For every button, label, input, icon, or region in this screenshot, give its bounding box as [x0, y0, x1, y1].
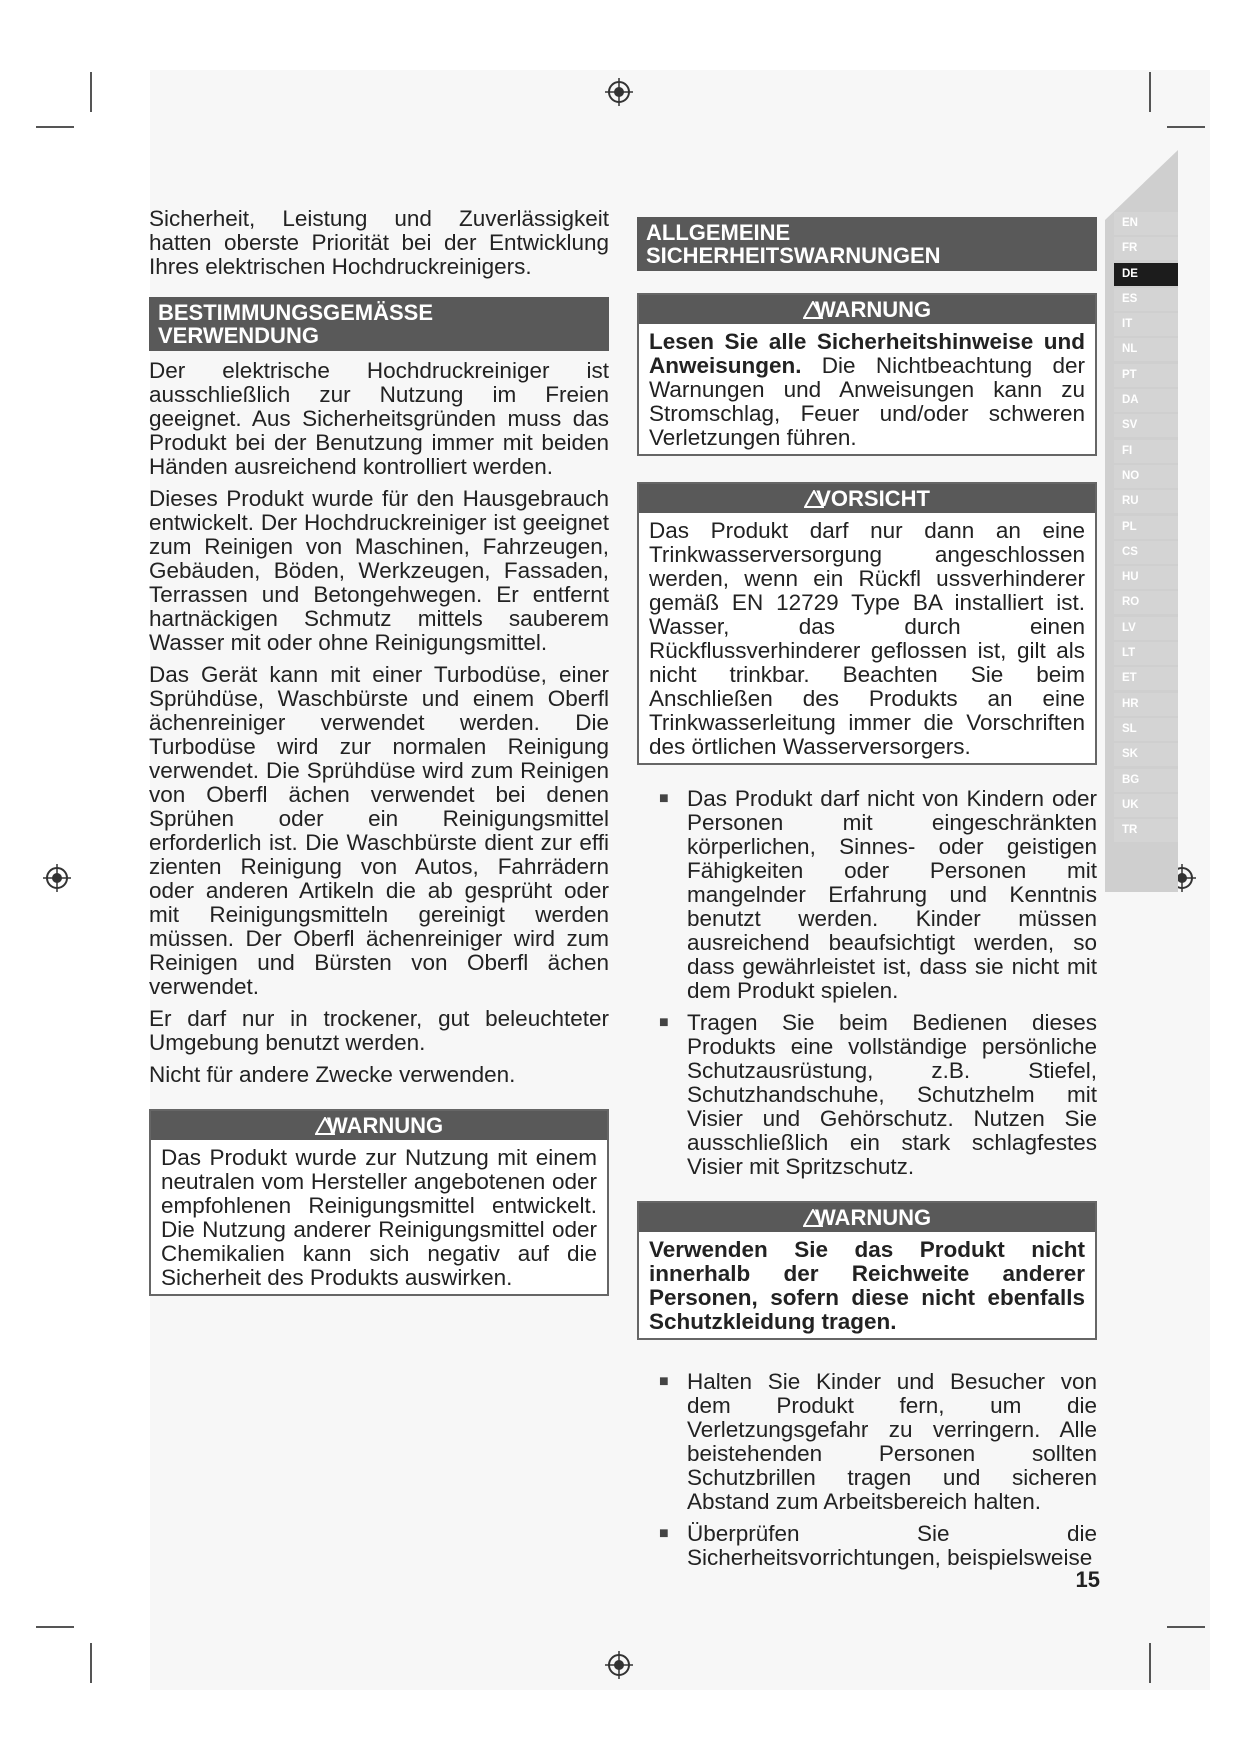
paragraph: Nicht für andere Zwecke verwenden.: [149, 1062, 516, 1087]
language-tab-ru[interactable]: RU: [1114, 490, 1178, 513]
warning-box: [149, 1109, 609, 1296]
crop-mark: [36, 126, 74, 128]
registration-mark-icon: [604, 77, 634, 107]
language-tab-ro[interactable]: RO: [1114, 591, 1178, 614]
language-tab-sv[interactable]: SV: [1114, 414, 1178, 437]
language-tab-pt[interactable]: PT: [1114, 364, 1178, 387]
warning-body: Verwenden Sie das Produkt nicht innerhalb der Reichweite anderer Personen, sofern diese nicht ebenfalls Schutzkleidung tragen.: [649, 1237, 1085, 1334]
caution-box: [637, 482, 1097, 765]
list-item: ■ Halten Sie Kinder und Besucher von dem Produkt fern, um die Verletzungsgefahr zu verringern. Alle beistehenden Personen sollten Schutzbrillen tragen und sicheren Abstand zum Arbeitsbereich halten.: [659, 1369, 1097, 1514]
language-tabs: [1114, 212, 1178, 844]
language-tab-lt[interactable]: LT: [1114, 642, 1178, 665]
warning-title: WARNUNG: [151, 1111, 607, 1140]
section-heading-general-safety: ALLGEMEINE SICHERHEITSWARNUNGEN: [637, 217, 1097, 271]
warning-bold-text: Lesen Sie alle Sicherheitshinweise und Anweisungen.: [649, 329, 1085, 378]
warning-title: WARNUNG: [639, 1203, 1095, 1232]
language-tab-sl[interactable]: SL: [1114, 718, 1178, 741]
paragraph: Dieses Produkt wurde für den Hausgebrauch entwickelt. Der Hochdruckreiniger ist geeignet zum Reinigen von Maschinen, Fahrzeugen, Gebäuden, Böden, Werkzeugen, Fassaden, Terrassen und Betongehwegen. Er entfernt hartnäckigen Schmutz mittels sauberem Wasser mit oder ohne Reinigungsmittel.: [149, 486, 609, 655]
language-tab-es[interactable]: ES: [1114, 288, 1178, 311]
crop-mark: [36, 1626, 74, 1628]
registration-mark-icon: [604, 1650, 634, 1680]
registration-mark-icon: [42, 863, 72, 893]
bullet-icon: ■: [659, 1014, 669, 1031]
crop-mark: [1167, 126, 1205, 128]
warning-title: WARNUNG: [639, 295, 1095, 324]
caution-title: VORSICHT: [639, 484, 1095, 513]
language-tab-et[interactable]: ET: [1114, 667, 1178, 690]
page-number: 15: [1075, 1567, 1100, 1592]
intro-paragraph: Sicherheit, Leistung und Zuverlässigkeit hatten oberste Priorität bei der Entwicklung Ihres elektrischen Hochdruckreinigers.: [149, 206, 609, 279]
bullet-icon: ■: [659, 790, 669, 807]
paragraph: Das Gerät kann mit einer Turbodüse, einer Sprühdüse, Waschbürste und einem Oberfl ächenreiniger verwendet werden. Die Turbodüse wird zur normalen Reinigung verwendet. Die Sprühdüse wird zum Reinigen von Oberfl ächen verwendet bei denen Sprühen oder ein Reinigungsmittel erforderlich ist. Die Waschbürste dient zur effi zienten Reinigung von Autos, Fahrrädern oder anderen Artikeln die ab gesprüht oder mit Reinigungsmitteln gereinigt werden müssen. Der Oberfl ächenreiniger wird zum Reinigen und Bürsten von Oberfl ächen verwendet.: [149, 662, 609, 999]
crop-mark: [90, 1643, 92, 1683]
language-tab-sk[interactable]: SK: [1114, 743, 1178, 766]
language-tab-no[interactable]: NO: [1114, 465, 1178, 488]
paragraph: Der elektrische Hochdruckreiniger ist ausschließlich zur Nutzung im Freien geeignet. Aus Sicherheitsgründen muss das Produkt bei der Benutzung immer mit beiden Händen ausreichend kontrolliert werden.: [149, 358, 609, 479]
bullet-icon: ■: [659, 1373, 669, 1390]
language-tab-lv[interactable]: LV: [1114, 617, 1178, 640]
language-tab-nl[interactable]: NL: [1114, 338, 1178, 361]
paragraph: Er darf nur in trockener, gut beleuchteter Umgebung benutzt werden.: [149, 1006, 609, 1055]
language-tab-tr[interactable]: TR: [1114, 819, 1178, 842]
list-item: ■ Das Produkt darf nicht von Kindern oder Personen mit eingeschränkten körperlichen, Sinnes- oder geistigen Fähigkeiten oder Personen mit mangelnder Erfahrung und Kenntnis benutzt werden. Kinder müssen ausreichend beaufsichtigt werden, so dass gewährleistet ist, dass sie nicht mit dem Produkt spielen.: [659, 786, 1097, 1003]
language-tab-uk[interactable]: UK: [1114, 794, 1178, 817]
language-tab-it[interactable]: IT: [1114, 313, 1178, 336]
crop-mark: [90, 72, 92, 112]
warning-box: [637, 293, 1097, 456]
language-tab-de[interactable]: DE: [1114, 263, 1178, 286]
language-tab-cs[interactable]: CS: [1114, 541, 1178, 564]
language-tab-hr[interactable]: HR: [1114, 693, 1178, 716]
language-tab-hu[interactable]: HU: [1114, 566, 1178, 589]
crop-mark: [1149, 72, 1151, 112]
left-column: [149, 207, 609, 1296]
right-column: [637, 217, 1097, 1578]
warning-body: Lesen Sie alle Sicherheitshinweise und Anweisungen. Die Nichtbeachtung der Warnungen und Anweisungen kann zu Stromschlag, Feuer und/oder schweren Verletzungen führen.: [649, 329, 1085, 450]
crop-mark: [1167, 1626, 1205, 1628]
language-tab-da[interactable]: DA: [1114, 389, 1178, 412]
caution-body: Das Produkt darf nur dann an eine Trinkwasserversorgung angeschlossen werden, wenn ein Rückfl ussverhinderer gemäß EN 12729 Type BA installiert ist. Wasser, das durch einen Rückflussverhinderer geflossen ist, gilt als nicht trinkbar. Beachten Sie beim Anschließen des Produkts an eine Trinkwasserleitung immer die Vorschriften des örtlichen Wasserversorgers.: [649, 518, 1085, 759]
language-tab-fi[interactable]: FI: [1114, 440, 1178, 463]
language-tab-bg[interactable]: BG: [1114, 769, 1178, 792]
language-tab-pl[interactable]: PL: [1114, 516, 1178, 539]
warning-body: Das Produkt wurde zur Nutzung mit einem neutralen vom Hersteller angebotenen oder empfohlenen Reinigungsmittel entwickelt. Die Nutzung anderer Reinigungsmittel oder Chemikalien kann sich negativ auf die Sicherheit des Produkts auswirken.: [161, 1145, 597, 1290]
bullet-icon: ■: [659, 1525, 669, 1542]
section-heading-intended-use: BESTIMMUNGSGEMÄSSE VERWENDUNG: [149, 297, 609, 351]
list-item: ■ Überprüfen Sie die Sicherheitsvorrichtungen, beispielsweise: [659, 1521, 1097, 1570]
warning-box: [637, 1201, 1097, 1340]
language-tab-en[interactable]: EN: [1114, 212, 1178, 235]
crop-mark: [1149, 1643, 1151, 1683]
language-tab-fr[interactable]: FR: [1114, 237, 1178, 260]
list-item: ■ Tragen Sie beim Bedienen dieses Produkts eine vollständige persönliche Schutzausrüstung, z.B. Stiefel, Schutzhandschuhe, Schutzhelm mit Visier und Gehörschutz. Nutzen Sie ausschließlich ein stark schlagfestes Visier mit Spritzschutz.: [659, 1010, 1097, 1179]
